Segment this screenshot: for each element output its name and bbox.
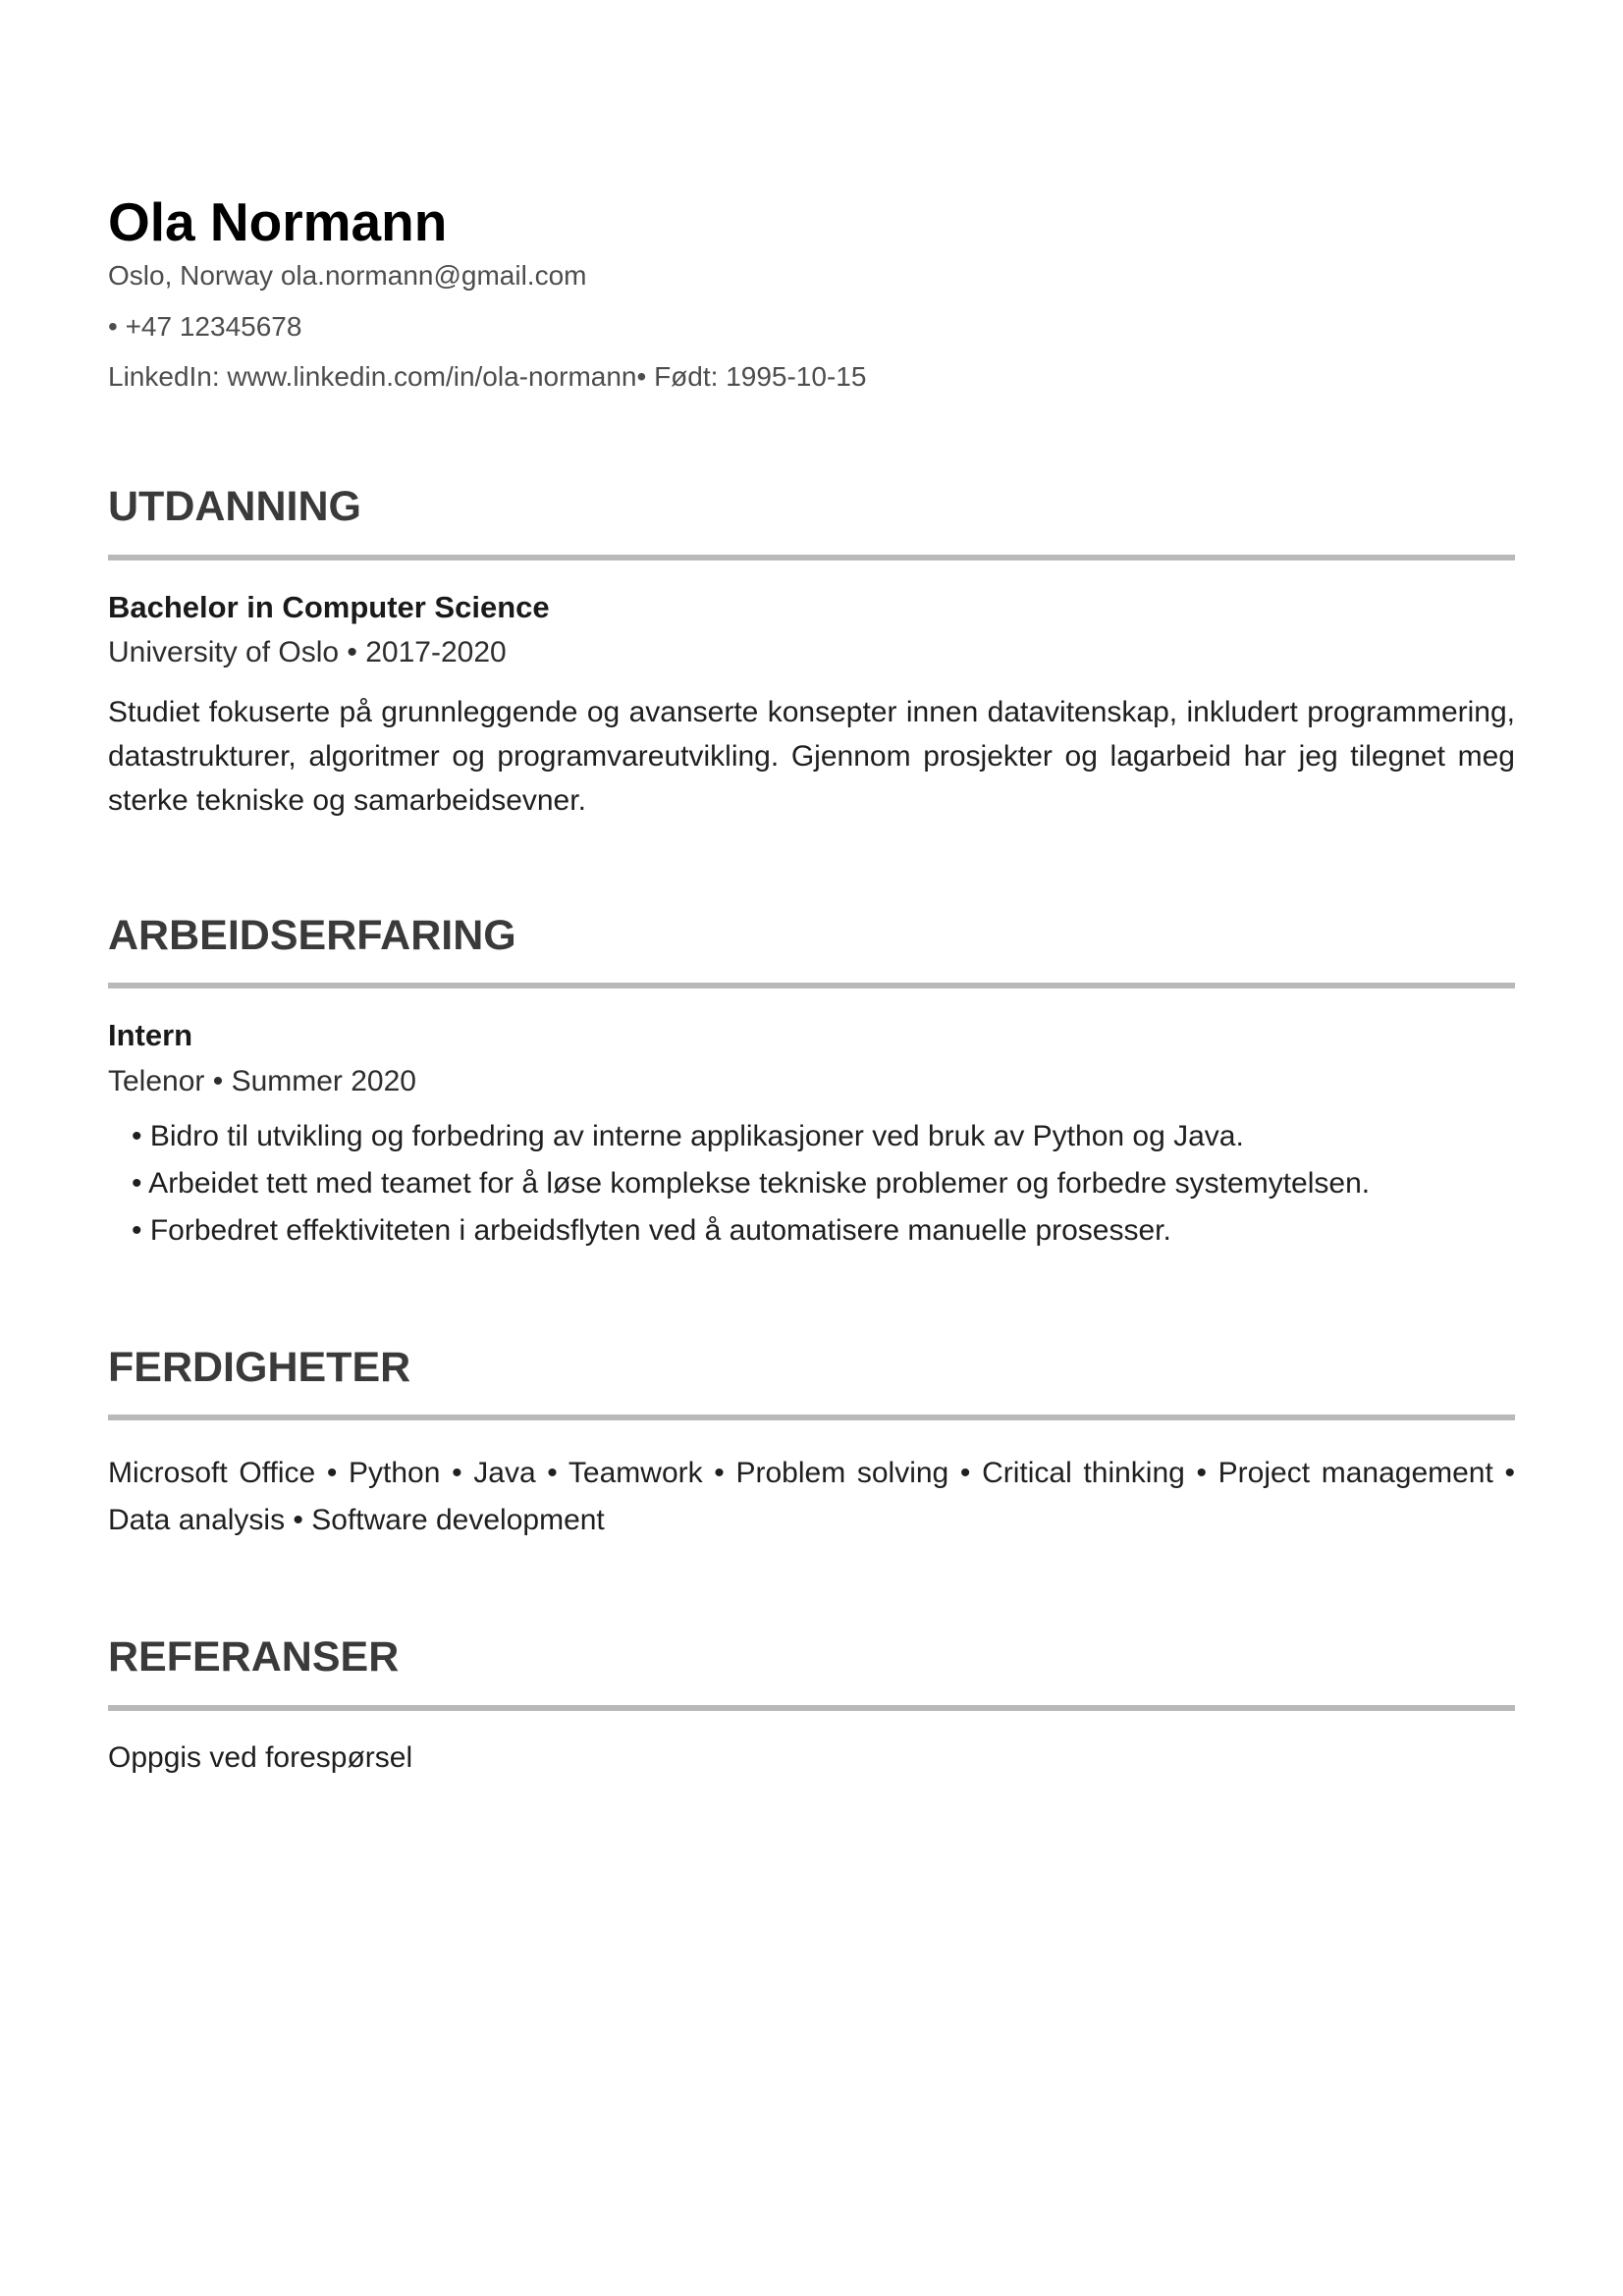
section-skills xyxy=(108,1343,1515,1545)
experience-job-title: Intern xyxy=(108,1018,193,1053)
education-degree-title: Bachelor in Computer Science xyxy=(108,589,550,624)
resume-name: Ola Normann xyxy=(108,191,448,252)
section-references xyxy=(108,1632,1515,1776)
section-experience xyxy=(108,911,1515,1255)
section-divider xyxy=(108,983,1515,988)
contact-location-email: Oslo, Norway ola.normann@gmail.com xyxy=(108,260,587,292)
education-heading: UTDANNING xyxy=(108,483,361,531)
skills-list-text: Microsoft Office • Python • Java • Teamwork • Problem solving • Critical thinking • Project management • Data analysis • Software development xyxy=(108,1457,1515,1537)
experience-bullet-list xyxy=(108,1113,1515,1255)
education-school-dates: University of Oslo • 2017-2020 xyxy=(108,636,507,669)
experience-bullet: • Forbedret effektiviteten i arbeidsflyten ved å automatisere manuelle prosesser. xyxy=(132,1213,1171,1247)
experience-heading: ARBEIDSERFARING xyxy=(108,911,516,959)
skills-heading: FERDIGHETER xyxy=(108,1343,411,1391)
experience-bullet: • Bidro til utvikling og forbedring av interne applikasjoner ved bruk av Python og Java. xyxy=(132,1119,1244,1152)
section-education xyxy=(108,482,1515,823)
contact-linkedin-birthdate: LinkedIn: www.linkedin.com/in/ola-normann• Født: 1995-10-15 xyxy=(108,361,867,393)
experience-company-dates: Telenor • Summer 2020 xyxy=(108,1065,416,1097)
section-divider xyxy=(108,1705,1515,1711)
section-divider xyxy=(108,555,1515,561)
contact-phone: • +47 12345678 xyxy=(108,310,302,342)
experience-bullet: • Arbeidet tett med teamet for å løse komplekse tekniske problemer og forbedre systemytelsen. xyxy=(132,1166,1371,1200)
references-text: Oppgis ved forespørsel xyxy=(108,1740,413,1774)
resume-header xyxy=(108,191,1515,394)
education-description: Studiet fokuserte på grunnleggende og avanserte konsepter innen datavitenskap, inkludert programmering, datastrukturer, algoritmer og programvareutvikling. Gjennom prosjekter og lagarbeid har jeg tilegnet meg sterke tekniske og samarbeidsevner. xyxy=(108,695,1515,817)
section-divider xyxy=(108,1415,1515,1420)
references-heading: REFERANSER xyxy=(108,1633,400,1682)
